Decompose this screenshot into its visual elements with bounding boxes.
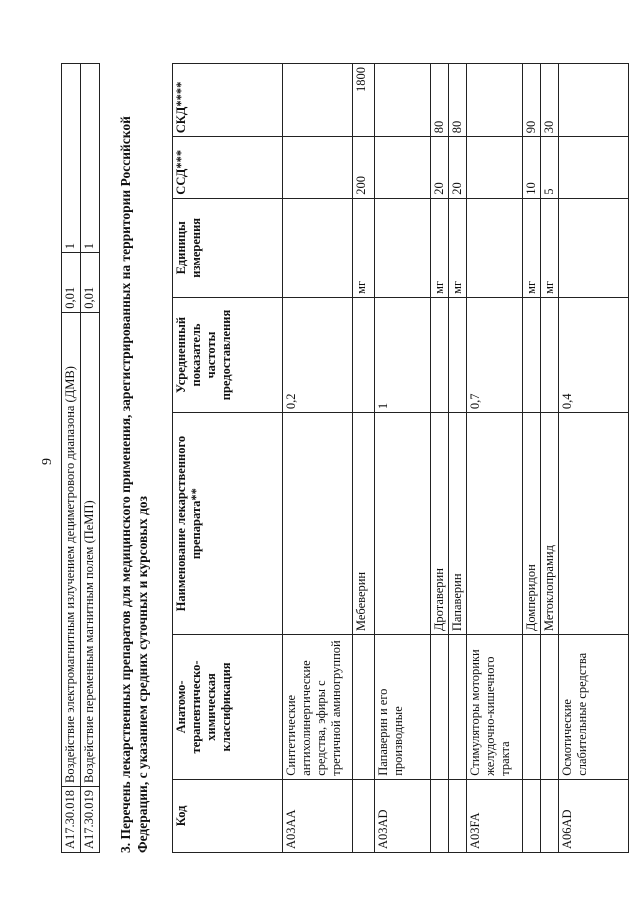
service-multiplicity: 1 — [62, 64, 81, 253]
drug-name: Дротаверин — [431, 413, 449, 635]
group-frequency: 1 — [375, 297, 431, 412]
service-code: A17.30.018 — [62, 786, 81, 852]
drug-unit: мг — [431, 198, 449, 297]
drug-name: Папаверин — [449, 413, 467, 635]
group-code: A03FA — [467, 779, 523, 852]
table-row — [431, 64, 449, 853]
page-number: 9 — [40, 458, 55, 465]
group-atc: Осмотические слабительные средства — [559, 635, 629, 780]
drug-name: Мебеверин — [353, 413, 375, 635]
drug-skd: 80 — [449, 64, 467, 137]
services-table — [61, 63, 100, 853]
drug-unit: мг — [449, 198, 467, 297]
section-title: 3. Перечень лекарственных препаратов для медицинского применения, зарегистрированных на территории Российской Федерации, с указанием средних суточных и курсовых доз — [118, 116, 150, 853]
drug-ssd: 200 — [353, 137, 375, 198]
drug-unit: мг — [523, 198, 541, 297]
drugs-table — [172, 63, 629, 853]
group-atc: Синтетические антихолинергические средства, эфиры с третичной аминогруппой — [283, 635, 353, 780]
drug-skd: 80 — [431, 64, 449, 137]
table-row — [375, 64, 431, 853]
drug-ssd: 20 — [431, 137, 449, 198]
drug-ssd: 20 — [449, 137, 467, 198]
drug-name: Домперидон — [523, 413, 541, 635]
drug-skd: 1800 — [353, 64, 375, 137]
group-code: A03AD — [375, 779, 431, 852]
drug-name: Метоклопрамид — [541, 413, 559, 635]
table-row — [541, 64, 559, 853]
group-atc: Стимуляторы моторики желудочно-кишечного тракта — [467, 635, 523, 780]
drug-ssd: 10 — [523, 137, 541, 198]
service-code: A17.30.019 — [81, 786, 100, 852]
table-row — [283, 64, 353, 853]
group-atc: Папаверин и его производные — [375, 635, 431, 780]
service-frequency: 0,01 — [62, 253, 81, 313]
table-row — [81, 64, 100, 853]
header-drug: Наименование лекарственного препарата** — [173, 413, 283, 635]
header-frequency: Усредненный показатель частоты предоставления — [173, 297, 283, 412]
service-name: Воздействие электромагнитным излучением дециметрового диапазона (ДМВ) — [62, 312, 81, 786]
drug-skd: 90 — [523, 64, 541, 137]
header-row — [173, 64, 283, 853]
table-row — [467, 64, 523, 853]
group-frequency: 0,7 — [467, 297, 523, 412]
service-multiplicity: 1 — [81, 64, 100, 253]
table-row — [449, 64, 467, 853]
drug-skd: 30 — [541, 64, 559, 137]
header-unit: Единицы измерения — [173, 198, 283, 297]
table-row — [353, 64, 375, 853]
group-code: A06AD — [559, 779, 629, 852]
group-frequency: 0,2 — [283, 297, 353, 412]
header-skd: СКД**** — [173, 64, 283, 137]
group-frequency: 0,4 — [559, 297, 629, 412]
header-atc: Анатомо-терапевтическо-химическая классификация — [173, 635, 283, 780]
header-ssd: ССД*** — [173, 137, 283, 198]
table-row — [62, 64, 81, 853]
service-name: Воздействие переменным магнитным полем (ПеМП) — [81, 312, 100, 786]
table-row — [523, 64, 541, 853]
table-row — [559, 64, 629, 853]
group-code: A03AA — [283, 779, 353, 852]
header-code: Код — [173, 779, 283, 852]
service-frequency: 0,01 — [81, 253, 100, 313]
drug-unit: мг — [353, 198, 375, 297]
drug-unit: мг — [541, 198, 559, 297]
drug-ssd: 5 — [541, 137, 559, 198]
